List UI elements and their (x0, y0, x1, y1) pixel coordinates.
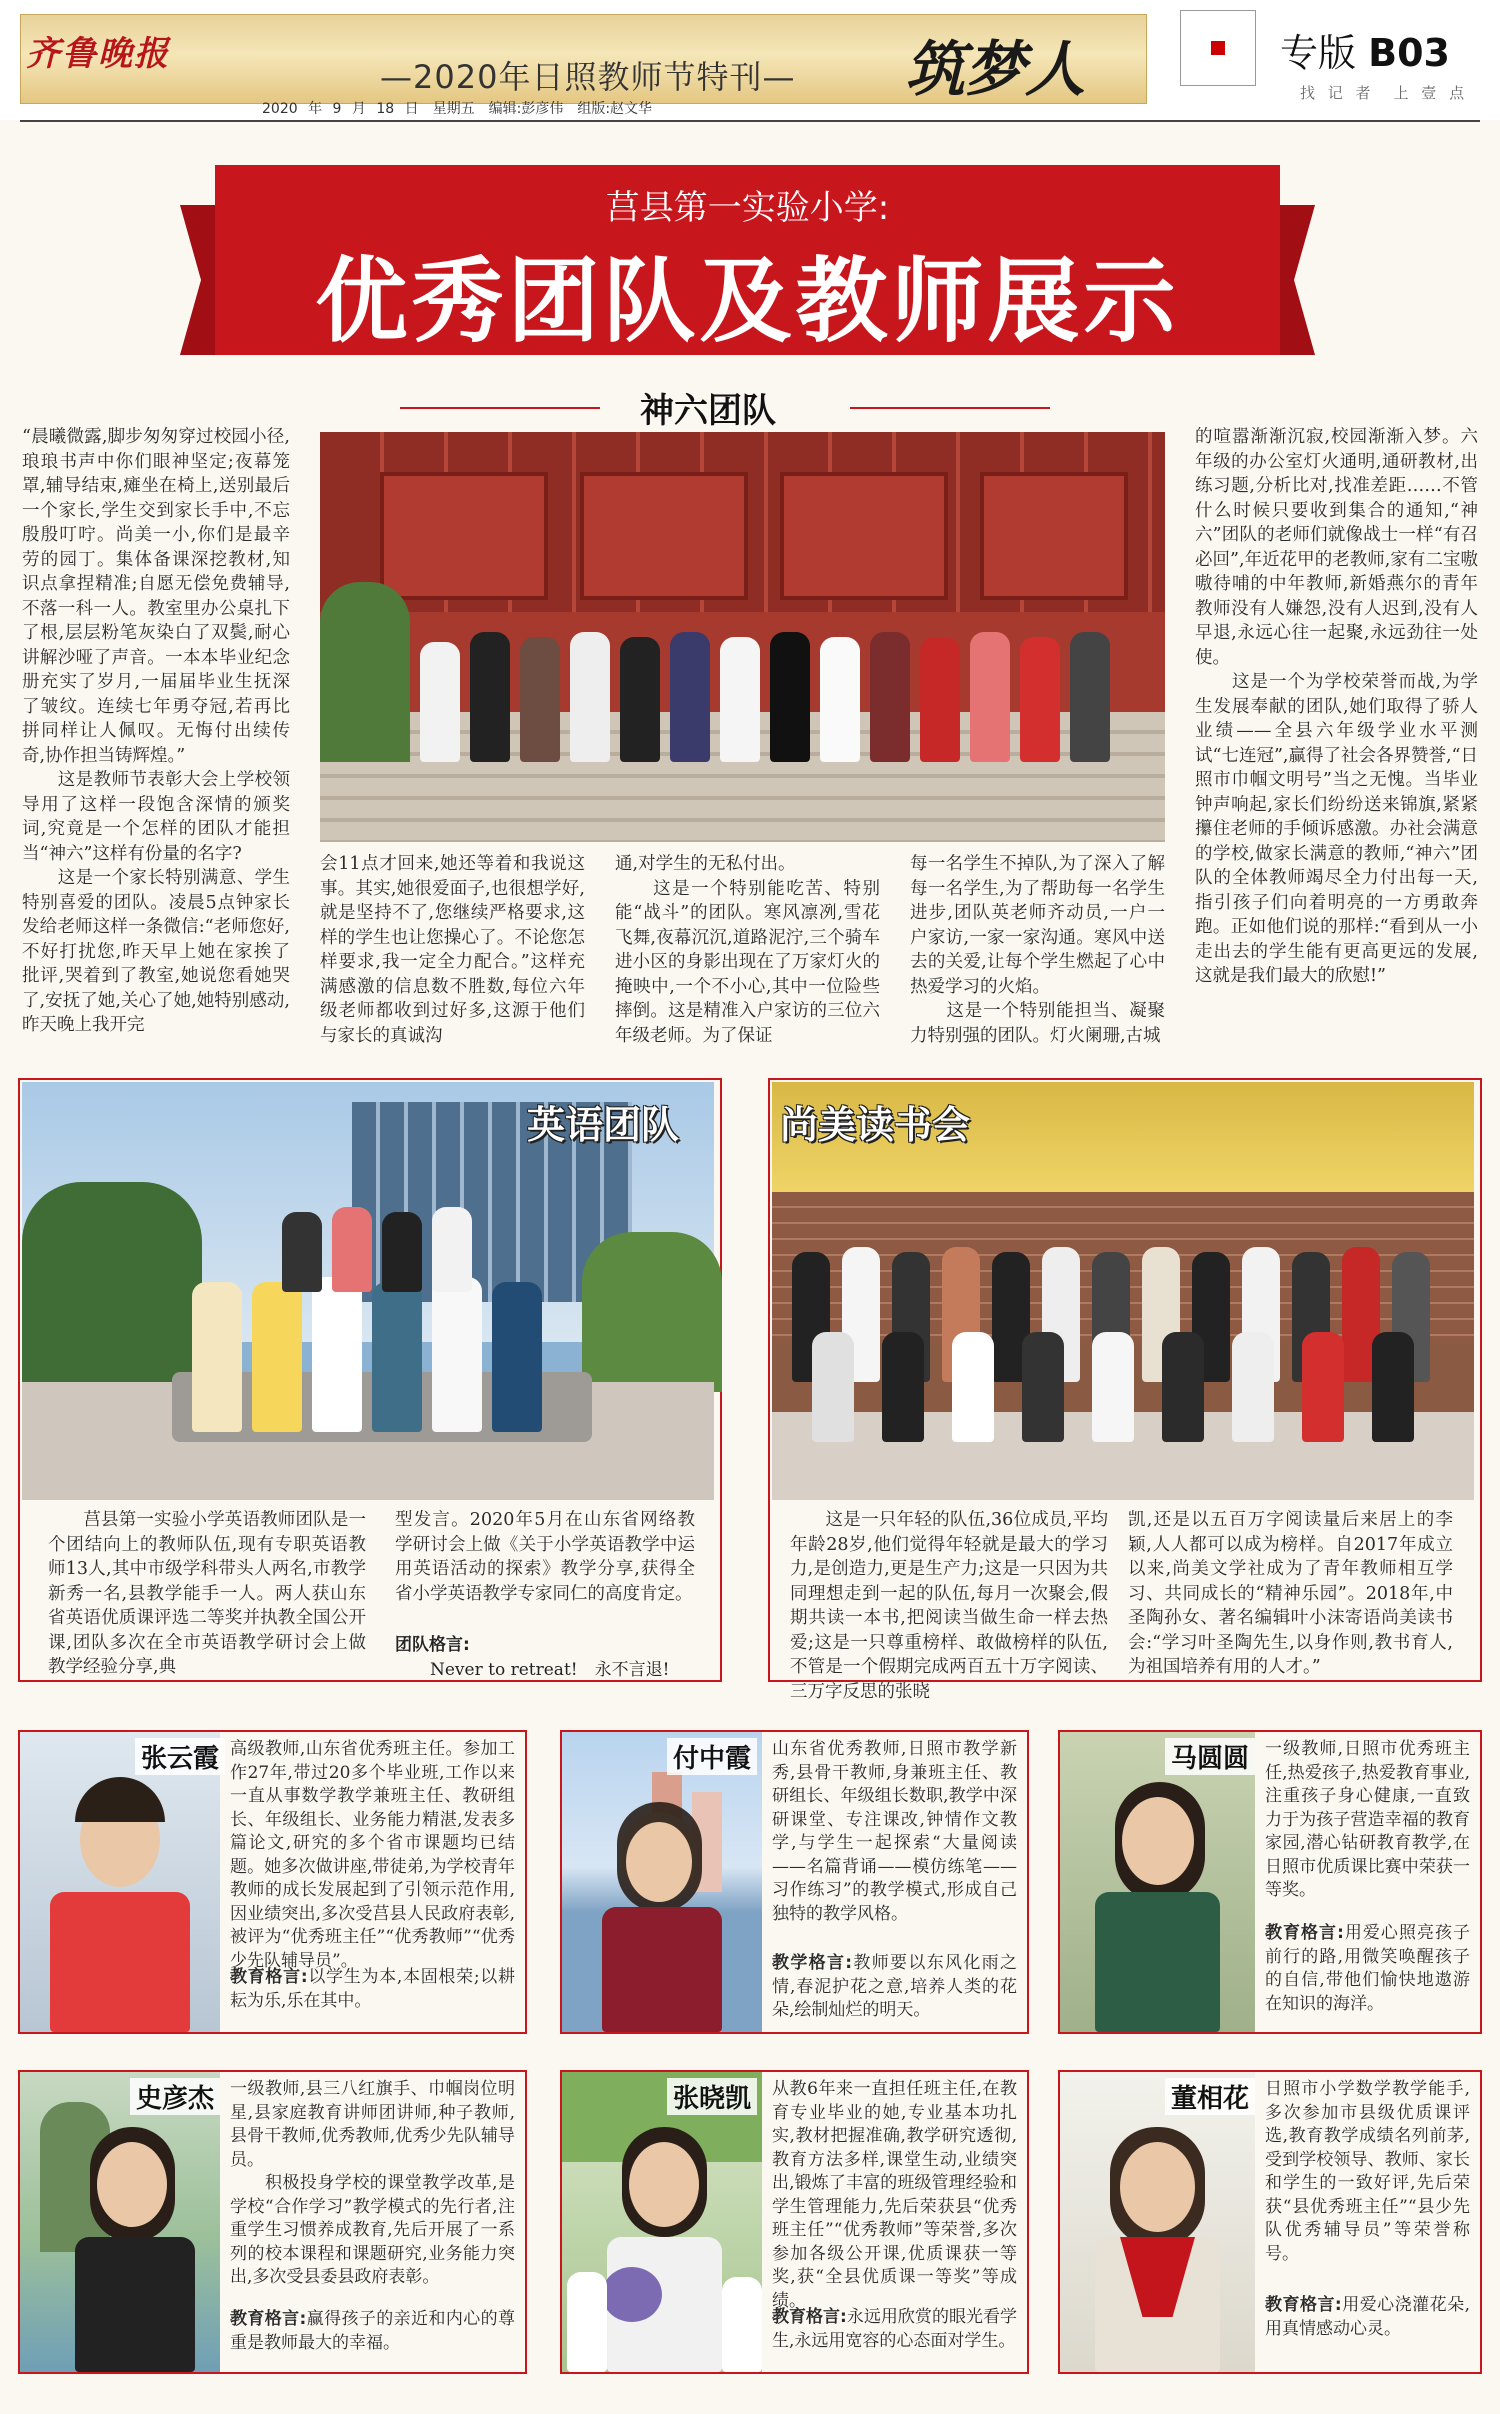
page-number: B03 (1368, 31, 1450, 75)
teacher-card (1058, 1730, 1482, 2034)
qr-code-icon (1180, 10, 1256, 86)
teacher-motto (772, 1952, 1017, 2027)
article-column: 型发言。2020年5月在山东省网络教学研讨会上做《关于小学英语教学中运用英语活动的探索》教学分享,获得全省小学英语教学专家同仁的高度肯定。 (395, 1510, 695, 1604)
special-issue-slogan: 筑梦人 (905, 35, 1085, 105)
motto-label: 教育格言: (1265, 1923, 1344, 1943)
teacher-bio: 从教6年来一直担任班主任,在教育专业毕业的她,专业基本功扎实,教材把握准确,教学研究透彻,教育方法多样,课堂生动,业绩突出,锻炼了丰富的班级管理经验和学生管理能力,先后荣获县“优秀班主任”“优秀教师”等荣誉,多次参加各级公开课,优质课获一等奖,获“全县优质课一等奖”等成绩。 (772, 2079, 1017, 2311)
teacher-motto (230, 1966, 515, 2026)
english-team-title: 英语团队 (527, 1103, 680, 1147)
credit-line: 找 记 者 上 壹 点 (1300, 84, 1469, 102)
headline-title: 优秀团队及教师展示 (315, 248, 1180, 355)
article-column: “晨曦微露,脚步匆匆穿过校园小径,琅琅书声中你们眼神坚定;夜幕笼罩,辅导结束,瘫坐在椅上,送别最后一个家长,学生交到家长手中,不忘殷殷叮咛。尚美一小,你们是最辛劳的园丁。集体备课深挖教材,知识点拿捏精准;自愿无偿免费辅导,不落一科一人。教室里办公桌扎下了根,层层粉笔灰染白了双鬓,耐心讲解沙哑了声音。一本本毕业纪念册充实了岁月,一届届毕业生抚深了皱纹。连续七年勇夺冠,若再比拼同样让人佩叹。无悔付出续传奇,协作担当铸辉煌。” 这是教师节表彰大会上学校领导用了这样一段饱含深情的颁奖词,究竟是一个怎样的团队才能担当“神六”这样有份量的名字? 这是一个家长特别满意、学生特别喜爱的团队。凌晨5点钟家长发给老师这样一条微信:“老师您好,不好打扰您,昨天早上她在家挨了批评,哭着到了教室,她说您看她哭了,安抚了她,关心了她,她特别感动,昨天晚上我开完 (22, 427, 290, 1035)
section-title-shenliu: 神六团队 (640, 391, 776, 431)
teacher-card (18, 1730, 527, 2034)
teacher-bio: 高级教师,山东省优秀班主任。参加工作27年,带过20多个毕业班,工作以来一直从事数学教学兼班主任、教研组长、年级组长、业务能力精湛,发表多篇论文,研究的多个省市课题均已结题。她多次做讲座,带徒弟,为学校青年教师的成长发展起到了引领示范作用,因业绩突出,多次受莒县人民政府表彰,被评为“优秀班主任”“优秀教师”“优秀少先队辅导员”。 (230, 1739, 515, 1971)
section-rule-right (850, 407, 1050, 409)
team-motto-label: 团队格言: (395, 1635, 470, 1655)
teacher-name: 张晓凯 (667, 2078, 757, 2115)
teacher-bio: 日照市小学数学教学能手,多次参加市县级优质课评选,教育教学成绩名列前茅,受到学校领导、教师、家长和学生的一致好评,先后荣获“县优秀班主任”“县少先队优秀辅导员”等荣誉称号。 (1265, 2079, 1470, 2264)
section-rule-left (400, 407, 600, 409)
edition-label (1280, 22, 1450, 77)
shenliu-team-photo (320, 432, 1165, 842)
teacher-name: 史彦杰 (130, 2078, 220, 2115)
teacher-name: 马圆圆 (1165, 1738, 1255, 1775)
teacher-name: 张云霞 (135, 1738, 225, 1775)
motto-label: 教育格言: (230, 1967, 308, 1987)
article-column: 莒县第一实验小学英语教师团队是一个团结向上的教师队伍,现有专职英语教师13人,其中市级学科带头人两名,市教学新秀一名,县教学能手一人。两人获山东省英语优质课评选二等奖并执教全国公开课,团队多次在全市英语教学研讨会上做教学经验分享,典 (48, 1510, 366, 1677)
motto-text: 教师要以东风化雨之情,春泥护花之意,培养人类的花朵,绘制灿烂的明天。 (772, 1953, 1017, 2020)
motto-text: 赢得孩子的亲近和内心的尊重是教师最大的幸福。 (230, 2309, 515, 2353)
team-motto: Never to retreat! 永不言退! (430, 1660, 670, 1680)
special-issue-title: —2020年日照教师节特刊— (380, 58, 796, 96)
teacher-name: 付中霞 (667, 1738, 757, 1775)
teacher-bio: 山东省优秀教师,日照市教学新秀,县骨干教师,身兼班主任、教研组长、年级组长数职,教学中深研课堂、专注课改,钟情作文教学,与学生一起探索“大量阅读——名篇背诵——模仿练笔——习作练习”的教学模式,形成自己独特的教学风格。 (772, 1739, 1017, 1924)
motto-label: 教育格言: (772, 2307, 847, 2327)
paper-name: 齐鲁晚报 (26, 34, 170, 74)
english-team-photo (22, 1082, 714, 1500)
article-column: 会11点才回来,她还等着和我说这事。其实,她很爱面子,也很想学好,就是坚持不了,您继续严格要求,这样的学生也让您操心了。不论您怎样要求,我一定全力配合。”这样充满感激的信息数不胜数,每位六年级老师都收到过好多,这源于他们与家长的真诚沟 (320, 854, 585, 1046)
motto-label: 教育格言: (1265, 2295, 1342, 2315)
reading-club-photo (772, 1082, 1474, 1500)
date-line: 2020 年 9 月 18 日 星期五 编辑:彭彦伟 组版:赵文华 (262, 101, 653, 117)
teacher-card (18, 2070, 527, 2374)
motto-text: 用爱心照亮孩子前行的路,用微笑唤醒孩子的自信,带他们愉快地遨游在知识的海洋。 (1265, 1923, 1470, 2014)
reading-club-title: 尚美读书会 (780, 1103, 971, 1147)
motto-text: 以学生为本,本固根荣;以耕耘为乐,乐在其中。 (230, 1967, 515, 2011)
teacher-motto (230, 2308, 515, 2366)
motto-label: 教育格言: (230, 2309, 307, 2329)
motto-label: 教学格言: (772, 1953, 853, 1973)
teacher-bio: 一级教师,县三八红旗手、巾帼岗位明星,县家庭教育讲师团讲师,种子教师,县骨干教师,优秀教师,优秀少先队辅导员。 积极投身学校的课堂教学改革,是学校“合作学习”教学模式的先行者,注重学生习惯养成教育,先后开展了一系列的校本课程和课题研究,业务能力突出,多次受县委县政府表彰。 (230, 2079, 515, 2287)
article-column: 的喧嚣渐渐沉寂,校园渐渐入梦。六年级的办公室灯火通明,通研教材,出练习题,分析比对,找准差距……不管什么时候只要收到集合的通知,“神六”团队的老师们就像战士一样“有召必回”,年近花甲的老教师,家有二宝嗷嗷待哺的中年教师,新婚燕尔的青年教师没有人嫌怨,没有人迟到,没有人早退,永远心往一起聚,永远劲往一处使。 这是一个为学校荣誉而战,为学生发展奉献的团队,她们取得了骄人业绩——全县六年级学业水平测试“七连冠”,赢得了社会各界赞誉,“日照市巾帼文明号”当之无愧。当毕业钟声响起,家长们纷纷送来锦旗,紧紧攥住老师的手倾诉感激。办社会满意的学校,做家长满意的教师,“神六”团队的全体教师竭尽全力付出每一天,指引孩子们向着明亮的一方勇敢奔跑。正如他们说的那样:“看到从一小走出去的学生能有更高更远的发展,这就是我们最大的欣慰!” (1195, 427, 1478, 986)
teacher-name: 董相花 (1165, 2078, 1255, 2115)
motto-text: 永远用欣赏的眼光看学生,永远用宽容的心态面对学生。 (772, 2307, 1017, 2351)
teacher-card (560, 2070, 1029, 2374)
teacher-motto (772, 2306, 1017, 2368)
article-column: 每一名学生不掉队,为了深入了解每一名学生,为了帮助每一名学生进步,团队英老师齐动员,一户一户家访,一家一家沟通。寒风中送去的关爱,让每个学生燃起了心中热爱学习的火焰。 这是一个特别能担当、凝聚力特别强的团队。灯火阑珊,古城 (910, 854, 1165, 1046)
article-column: 通,对学生的无私付出。 这是一个特别能吃苦、特别能“战斗”的团队。寒风凛冽,雪花飞舞,夜幕沉沉,道路泥泞,三个骑车进小区的身影出现在了万家灯火的掩映中,一个不小心,其中一位险些摔倒。这是精准入户家访的三位六年级老师。为了保证 (615, 854, 880, 1046)
teacher-card (1058, 2070, 1482, 2374)
teacher-bio: 一级教师,日照市优秀班主任,热爱孩子,热爱教育事业,注重孩子身心健康,一直致力于为孩子营造幸福的教育家园,潜心钻研教育教学,在日照市优质课比赛中荣获一等奖。 (1265, 1739, 1470, 1900)
edition-type: 专版 (1280, 31, 1357, 75)
motto-text: 用爱心浇灌花朵,用真情感动心灵。 (1265, 2295, 1470, 2339)
teacher-motto (1265, 2294, 1470, 2366)
header-rule (20, 120, 1480, 122)
article-column: 凯,还是以五百万字阅读量后来居上的李颖,人人都可以成为榜样。自2017年成立以来,尚美文学社成为了青年教师相互学习、共同成长的“精神乐园”。2018年,中圣陶孙女、著名编辑叶小沫寄语尚美读书会:“学习叶圣陶先生,以身作则,教书育人,为祖国培养有用的人才。” (1128, 1510, 1453, 1677)
teacher-card (560, 1730, 1029, 2034)
article-column: 这是一只年轻的队伍,36位成员,平均年龄28岁,他们觉得年轻就是最大的学习力,是创造力,更是生产力;这是一只因为共同理想走到一起的队伍,每月一次聚会,假期共读一本书,把阅读当做生命一样去热爱;这是一只尊重榜样、敢做榜样的队伍,不管是一个假期完成两百五十万字阅读、三万字反思的张晓 (790, 1510, 1108, 1702)
teacher-motto (1265, 1922, 1470, 2027)
headline-subtitle: 莒县第一实验小学: (605, 188, 890, 228)
